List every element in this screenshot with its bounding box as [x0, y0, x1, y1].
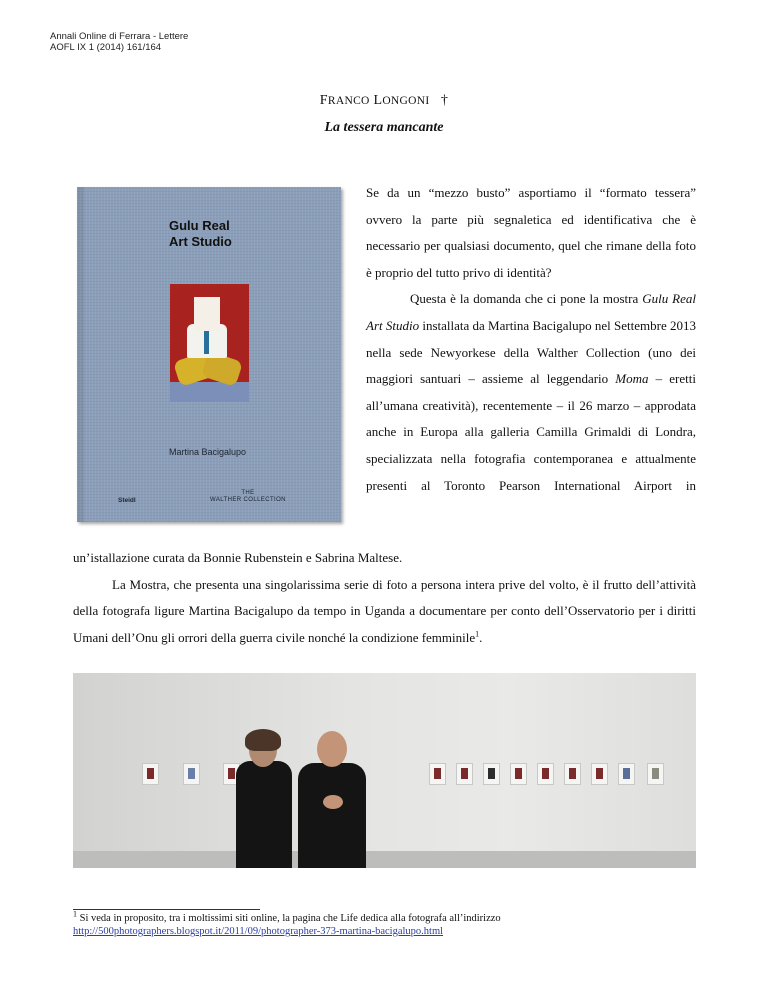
author-first-rest: RANCO [327, 95, 370, 107]
footnote-number: 1 [73, 909, 77, 919]
cover-author: Martina Bacigalupo [169, 447, 247, 457]
article-title: La tessera mancante [324, 120, 444, 135]
wall-print [618, 763, 635, 785]
cover-publisher: Steidl [118, 497, 136, 504]
wall-print [647, 763, 664, 785]
author-first-initial: F [319, 93, 328, 108]
footnote-divider [73, 909, 260, 910]
p2-text-b: installata da Martina Bacigalupo nel Settembre 2013 nella sede Newyorkese della Walther Collection (uno dei maggiori santuari – assieme al leggendario [366, 317, 696, 387]
wall-print [456, 763, 473, 785]
p2-italic-moma: Moma [615, 371, 649, 387]
paragraph-2 [366, 286, 696, 499]
p2-text-a: Questa è la domanda che ci pone la mostra [410, 291, 643, 307]
person-man [298, 763, 366, 868]
cover-title-line1: Gulu Real [169, 218, 230, 233]
p3-end: . [479, 629, 483, 645]
paragraph-1: Se da un “mezzo busto” asportiamo il “formato tessera” ovvero la parte più segnaletica ed identificativa che è necessario per qualsiasi documento, quel che rimane della foto è proprio del tutto privo di identità? [366, 185, 696, 280]
cover-photo-floor [170, 382, 249, 402]
wall-print [483, 763, 500, 785]
paragraph-3 [73, 572, 696, 652]
gallery-floor [73, 851, 696, 868]
journal-issue: AOFL IX 1 (2014) 161/164 [50, 42, 162, 53]
footnote [73, 909, 696, 938]
cover-title [169, 218, 232, 250]
dagger-symbol: † [440, 93, 449, 108]
journal-name: Annali Online di Ferrara - Lettere [50, 31, 189, 42]
person-man-hands [323, 795, 343, 809]
wall-print [591, 763, 608, 785]
person-man-head [317, 731, 347, 767]
cover-collection-line2: WALTHER COLLECTION [210, 497, 286, 503]
paragraph-2-end: un’istallazione curata da Bonnie Rubenstein e Sabrina Maltese. [73, 550, 403, 565]
wall-print [537, 763, 554, 785]
cover-photo-blank-face [194, 297, 220, 331]
cover-title-line2: Art Studio [169, 234, 232, 249]
article-author [0, 93, 768, 109]
wall-print [510, 763, 527, 785]
footnote-link[interactable]: http://500photographers.blogspot.it/2011/09/photographer-373-martina-bacigalupo.html [73, 926, 444, 937]
book-cover-image [77, 187, 341, 522]
wall-print [429, 763, 446, 785]
author-last-initial: L [373, 93, 383, 108]
footnote-ref[interactable]: 1 [475, 629, 480, 639]
p3-text: La Mostra, che presenta una singolarissima serie di foto a persona intera prive del volto, è il frutto dell’attività della fotografa ligure Martina Bacigalupo da tempo in Uganda a documentare per conto dell’Osservatorio per i diritti Umani dell’Onu gli orrori della guerra civile nonché la condizione femminile [73, 576, 696, 645]
cover-photo [170, 284, 249, 402]
cover-collection [210, 490, 286, 504]
wall-print [564, 763, 581, 785]
cover-collection-line1: THE [241, 490, 255, 496]
author-last-rest: ONGONI [382, 95, 430, 107]
text-full-width [73, 545, 696, 651]
cover-photo-tie [204, 330, 209, 354]
p2-text-c: – eretti all’umana creatività), recentemente – il 26 marzo – approdata anche in Europa alla galleria Camilla Grimaldi di Londra, specializzata nella fotografia contemporanea e attualmente presenti al Toronto Pearson International Airport in [366, 371, 696, 493]
footnote-text: Si veda in proposito, tra i moltissimi siti online, la pagina che Life dedica alla fotografa all’indirizzo [77, 913, 501, 924]
person-woman-hair [245, 729, 281, 751]
wall-print [142, 763, 159, 785]
p2-italic-exhibition: Gulu Real Art Studio [366, 291, 697, 333]
exhibition-photo [73, 673, 696, 868]
person-woman [236, 761, 292, 868]
wall-print [183, 763, 200, 785]
cover-spine [77, 187, 84, 522]
running-header [50, 31, 188, 53]
text-column-right [366, 180, 696, 499]
